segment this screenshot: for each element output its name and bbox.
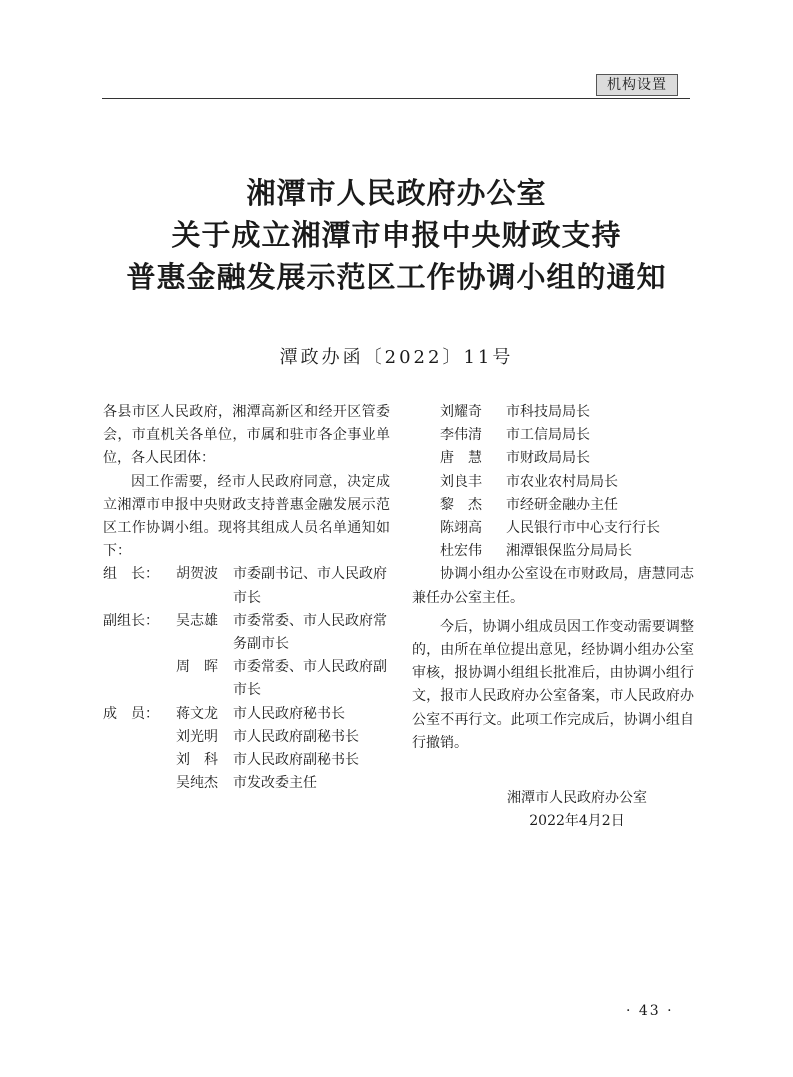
member-name: 李伟清 — [440, 427, 482, 444]
page-number: · 43 · — [626, 1003, 674, 1019]
member-name: 杜宏伟 — [440, 543, 482, 560]
addressees: 各县市区人民政府，湘潭高新区和经开区管委会，市直机关各单位，市属和驻市各企事业单位，各人民团体： — [103, 404, 390, 467]
member-name: 刘耀奇 — [440, 404, 482, 420]
signature-org: 湘潭市人民政府办公室 — [507, 790, 647, 807]
member-title: 市人民政府副秘书长 — [233, 728, 359, 745]
member-name: 黎 杰 — [440, 496, 482, 513]
member-title: 市委副书记、市人民政府市长 — [233, 566, 387, 606]
document-number: 潭政办函〔2022〕11号 — [279, 347, 514, 368]
member-role: 副组长： — [103, 612, 159, 629]
member-name: 陈翊高 — [440, 520, 482, 537]
section-tag: 机构设置 — [596, 74, 678, 96]
member-title: 市经研金融办主任 — [506, 496, 618, 513]
member-title: 湘潭银保监分局局长 — [506, 543, 632, 560]
member-row — [412, 494, 694, 517]
member-title: 市科技局局长 — [506, 404, 590, 420]
member-title: 人民银行市中心支行行长 — [506, 520, 660, 537]
intro-paragraph: 因工作需要，经市人民政府同意，决定成立湘潭市申报中央财政支持普惠金融发展示范区工作协调小组。现将其组成人员名单通知如下： — [103, 473, 390, 560]
member-title: 市委常委、市人民政府副市长 — [233, 659, 387, 699]
member-name: 唐 慧 — [440, 450, 482, 467]
signature-date: 2022年4月2日 — [529, 813, 625, 830]
member-title: 市工信局局长 — [506, 427, 590, 444]
member-row — [103, 749, 390, 772]
member-name: 刘 科 — [176, 752, 218, 769]
member-name: 吴志雄 — [176, 612, 218, 629]
member-name: 刘光明 — [176, 728, 218, 745]
closing-paragraph: 今后，协调小组成员因工作变动需要调整的，由所在单位提出意见，经协调小组办公室审核，报协调小组组长批准后，由协调小组行文，报市人民政府办公室备案，市人民政府办公室不再行文。此项工作完成后，协调小组自行撤销。 — [412, 618, 694, 751]
member-role — [103, 726, 176, 749]
member-title: 市人民政府秘书长 — [233, 705, 345, 722]
member-role — [103, 656, 176, 702]
member-name: 周 晖 — [176, 659, 218, 676]
member-row — [103, 726, 390, 749]
member-name: 吴纯杰 — [176, 775, 218, 792]
member-title: 市委常委、市人民政府常务副市长 — [233, 612, 387, 653]
member-role: 组 长： — [103, 566, 159, 583]
member-row — [412, 401, 694, 424]
member-row — [103, 610, 390, 656]
member-row — [103, 703, 390, 726]
member-row — [412, 517, 694, 540]
title-line-1: 湘潭市人民政府办公室 — [246, 176, 547, 210]
member-row — [412, 447, 694, 470]
member-title: 市人民政府副秘书长 — [233, 752, 359, 769]
member-role — [103, 749, 176, 772]
member-name: 胡贺波 — [176, 566, 218, 583]
member-title: 市财政局局长 — [506, 450, 590, 467]
header-rule — [102, 98, 690, 99]
member-title: 市农业农村局局长 — [506, 473, 618, 490]
member-row — [412, 471, 694, 494]
right-column — [412, 401, 694, 833]
member-role: 成 员： — [103, 705, 159, 722]
title-line-3: 普惠金融发展示范区工作协调小组的通知 — [126, 260, 667, 294]
left-column — [103, 401, 390, 795]
member-row — [412, 540, 694, 563]
member-title: 市发改委主任 — [233, 775, 317, 792]
office-note: 协调小组办公室设在市财政局，唐慧同志兼任办公室主任。 — [412, 566, 694, 606]
member-role — [103, 772, 176, 795]
title-line-2: 关于成立湘潭市申报中央财政支持 — [171, 218, 622, 252]
member-row — [412, 424, 694, 447]
member-name: 刘良丰 — [440, 473, 482, 490]
member-row — [103, 656, 390, 702]
member-row — [103, 563, 390, 609]
member-row — [103, 772, 390, 795]
member-name: 蒋文龙 — [176, 705, 218, 722]
